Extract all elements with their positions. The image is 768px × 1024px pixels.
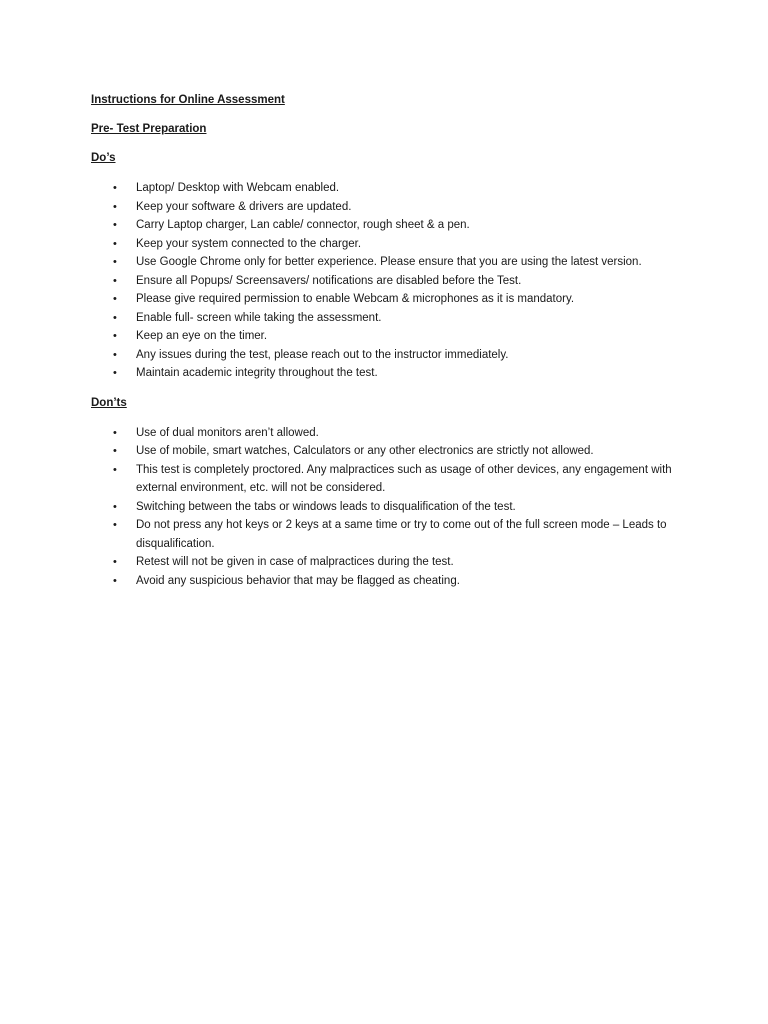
list-item-text: Use Google Chrome only for better experience. Please ensure that you are using the latest version. xyxy=(136,256,642,268)
bullet-icon: • xyxy=(113,219,117,231)
list-item xyxy=(91,461,676,498)
list-item-text: Any issues during the test, please reach out to the instructor immediately. xyxy=(136,348,509,361)
list-item-text: Use of dual monitors aren’t allowed. xyxy=(136,426,319,439)
bullet-icon: • xyxy=(113,274,117,287)
list-item xyxy=(91,216,676,235)
list-item-text: Please give required permission to enable Webcam & microphones as it is mandatory. xyxy=(136,293,575,305)
bullet-icon: • xyxy=(113,574,117,587)
list-item-text: Avoid any suspicious behavior that may be flagged as cheating. xyxy=(136,574,460,587)
donts-list xyxy=(91,424,691,591)
list-item-text: Do not press any hot keys or 2 keys at a same time or try to come out of the full screen mode – Leads to disqualification. xyxy=(136,519,667,550)
list-item xyxy=(91,253,676,272)
bullet-icon: • xyxy=(113,182,117,194)
list-item-text: Retest will not be given in case of malpractices during the test. xyxy=(136,556,454,568)
bullet-icon: • xyxy=(113,330,117,342)
document-title: Instructions for Online Assessment xyxy=(91,94,285,106)
list-item-text: Use of mobile, smart watches, Calculators or any other electronics are strictly not allowed. xyxy=(136,445,594,457)
list-item xyxy=(91,327,676,346)
list-item xyxy=(91,498,676,517)
list-item-text: Enable full- screen while taking the assessment. xyxy=(136,311,382,324)
bullet-icon: • xyxy=(113,200,117,213)
list-item xyxy=(91,272,676,291)
list-item xyxy=(91,290,676,309)
dos-list xyxy=(91,179,691,383)
list-item-text: Keep an eye on the timer. xyxy=(136,330,268,342)
list-item-text: Maintain academic integrity throughout the test. xyxy=(136,367,378,379)
list-item xyxy=(91,346,676,365)
list-item-text: Laptop/ Desktop with Webcam enabled. xyxy=(136,182,340,194)
list-item xyxy=(91,198,676,217)
list-item xyxy=(91,309,676,328)
bullet-icon: • xyxy=(113,519,117,531)
list-item xyxy=(91,442,676,461)
list-item-text: Keep your system connected to the charger. xyxy=(136,237,362,250)
list-item xyxy=(91,572,676,591)
bullet-icon: • xyxy=(113,348,117,361)
list-item-text: Keep your software & drivers are updated. xyxy=(136,200,352,213)
bullet-icon: • xyxy=(113,445,117,457)
list-item xyxy=(91,553,676,572)
list-item xyxy=(91,424,676,443)
list-item-text: Carry Laptop charger, Lan cable/ connector, rough sheet & a pen. xyxy=(136,219,470,231)
bullet-icon: • xyxy=(113,463,117,476)
list-item xyxy=(91,179,676,198)
bullet-icon: • xyxy=(113,556,117,568)
list-item-text: Ensure all Popups/ Screensavers/ notifications are disabled before the Test. xyxy=(136,274,522,287)
donts-heading: Don’ts xyxy=(91,396,127,409)
list-item-text: This test is completely proctored. Any malpractices such as usage of other devices, any engagement with external environment, etc. will not be considered. xyxy=(136,463,672,494)
document-content xyxy=(91,92,691,590)
list-item-text: Switching between the tabs or windows leads to disqualification of the test. xyxy=(136,500,516,513)
bullet-icon: • xyxy=(113,367,117,379)
bullet-icon: • xyxy=(113,256,117,268)
section-title-pre-test: Pre- Test Preparation xyxy=(91,123,207,135)
list-item xyxy=(91,235,676,254)
bullet-icon: • xyxy=(113,426,117,439)
bullet-icon: • xyxy=(113,311,117,324)
list-item xyxy=(91,516,676,553)
bullet-icon: • xyxy=(113,500,117,513)
bullet-icon: • xyxy=(113,237,117,250)
list-item xyxy=(91,364,676,383)
dos-heading: Do’s xyxy=(91,152,116,164)
bullet-icon: • xyxy=(113,293,117,305)
